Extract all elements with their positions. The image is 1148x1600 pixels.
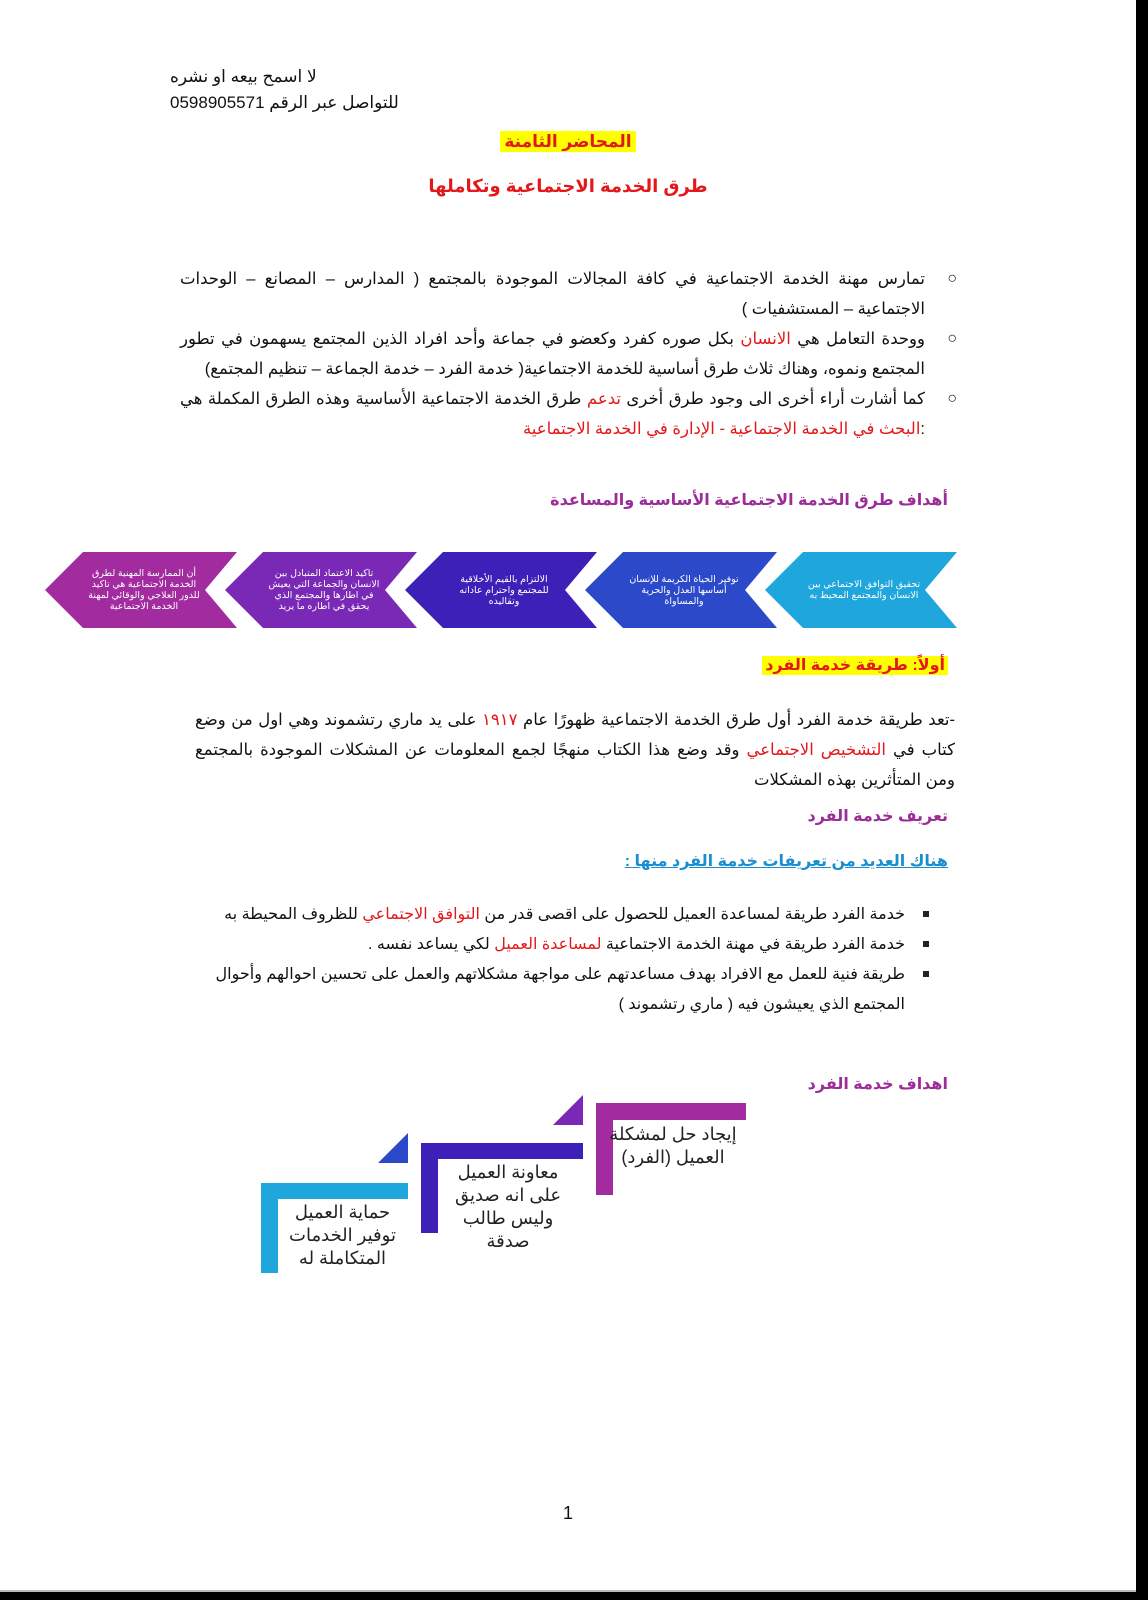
goal-chevron-5: أن الممارسة المهنية لطرق الخدمة الاجتماعية هي تاكيد للدور العلاجي والوقائي لمهنة الخدمة الاجتماعية: [45, 552, 237, 628]
goal-chevron-2: توفير الحياة الكريمة للإنسان أساسها العدل والحرية والمساواة: [585, 552, 777, 628]
definition-heading: تعريف خدمة الفرد: [807, 808, 948, 825]
intro-bullet-1: ○ تمارس مهنة الخدمة الاجتماعية في كافة المجالات الموجودة بالمجتمع ( المدارس – المصانع – الوحدات الاجتماعية – المستشفيات ): [180, 264, 925, 324]
intro-bullet-list: [180, 264, 957, 444]
square-bullet-icon: [923, 941, 929, 947]
goal-step-1-text: إيجاد حل لمشكلة العميل (الفرد): [609, 1124, 737, 1167]
intro-bullet-2: ○ ووحدة التعامل هي الانسان بكل صوره كفرد وكعضو في جماعة وأحد افراد الذين المجتمع يسهمون في تطور المجتمع ونموه، وهناك ثلاث طرق أساسية للخدمة الاجتماعية( خدمة الفرد – خدمة الجماعة – تنظيم المجتمع): [180, 324, 925, 384]
lecture-label: المحاضر الثامنة: [0, 132, 1136, 152]
section-first-title: أولاً: طريقة خدمة الفرد: [762, 655, 948, 675]
goal-chevron-1: تحقيق التوافق الاجتماعي بين الانسان والمجتمع المحيط به: [765, 552, 957, 628]
contact-label: للتواصل عبر الرقم: [269, 93, 399, 112]
goal-chevron-3: الالتزام بالقيم الأخلاقية للمجتمع واحترام عاداته وتقاليده: [405, 552, 597, 628]
contact-phone: 0598905571: [170, 93, 265, 112]
goals-individual-heading: اهداف خدمة الفرد: [807, 1076, 948, 1093]
square-bullet-icon: [923, 971, 929, 977]
circle-bullet-icon: ○: [947, 390, 957, 407]
circle-bullet-icon: ○: [947, 330, 957, 347]
definitions-list: [190, 900, 905, 1020]
definitions-intro: هناك العديد من تعريفات خدمة الفرد منها :: [624, 853, 948, 870]
individual-goals-step-diagram: [258, 1095, 758, 1295]
history-paragraph: -تعد طريقة خدمة الفرد أول طرق الخدمة الاجتماعية ظهورًا عام ١٩١٧ على يد ماري رتشموند وهي اول من وضع كتاب في التشخيص الاجتماعي وقد وضع هذا الكتاب منهجًا لجمع المعلومات عن المشكلات الموجودة بالمجتمع ومن المتأثرين بهذه المشكلات: [195, 711, 956, 789]
goal-chevron-4: تاكيد الاعتماد المتبادل بين الانسان والجماعة التي يعيش في اطارها والمجتمع الذي يحقق في اطاره ما يريد: [225, 552, 417, 628]
goal-step-3-text: حماية العميل توفير الخدمات المتكاملة له: [289, 1202, 396, 1268]
main-title: طرق الخدمة الاجتماعية وتكاملها: [428, 176, 708, 196]
page-number: 1: [562, 1503, 573, 1523]
no-sale-note: لا اسمح بيعه او نشره: [170, 67, 317, 86]
goals-heading: أهداف طرق الخدمة الاجتماعية الأساسية والمساعدة: [550, 492, 948, 509]
square-bullet-icon: [923, 911, 929, 917]
circle-bullet-icon: ○: [947, 270, 957, 287]
goal-step-2-text: معاونة العميل على انه صديق وليس طالب صدقة: [454, 1162, 562, 1251]
intro-bullet-3: ○ كما أشارت أراء أخرى الى وجود طرق أخرى تدعم طرق الخدمة الاجتماعية الأساسية وهذه الطرق المكملة هي :البحث في الخدمة الاجتماعية - الإدارة في الخدمة الاجتماعية: [180, 384, 925, 444]
definition-item-1: خدمة الفرد طريقة لمساعدة العميل للحصول على اقصى قدر من التوافق الاجتماعي للظروف المحيطة به: [190, 900, 905, 930]
copyright-note: [170, 64, 399, 116]
definition-item-3: طريقة فنية للعمل مع الافراد بهدف مساعدتهم على مواجهة مشكلاتهم والعمل على تحسين احوالهم وأحوال المجتمع الذي يعيشون فيه ( ماري رتشموند ): [190, 960, 905, 1020]
goals-chevron-diagram: [45, 552, 960, 628]
definition-item-2: خدمة الفرد طريقة في مهنة الخدمة الاجتماعية لمساعدة العميل لكي يساعد نفسه .: [190, 930, 905, 960]
